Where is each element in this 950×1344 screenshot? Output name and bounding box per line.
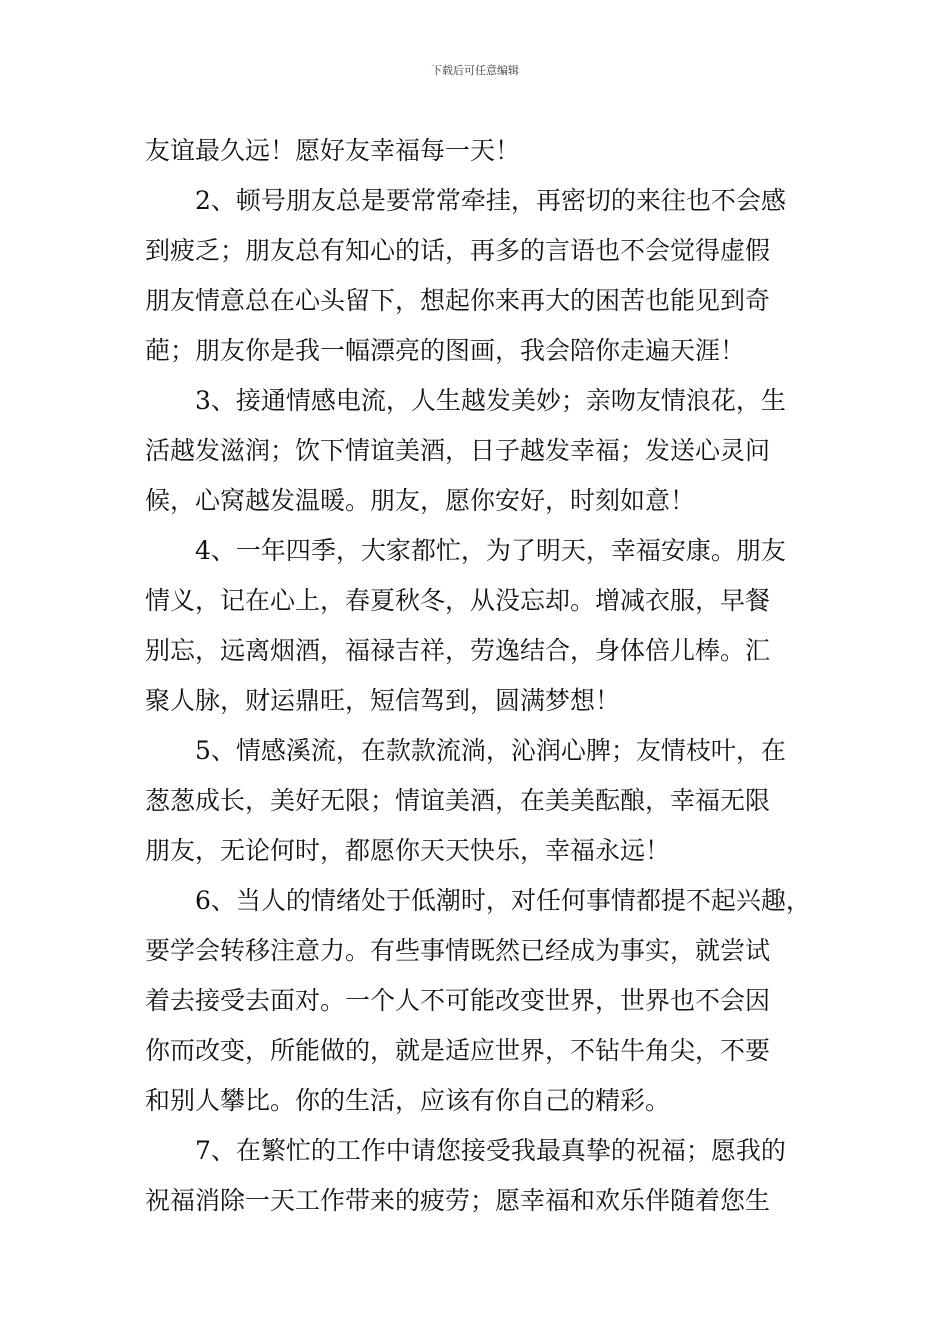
paragraph-start-line: 3、接通情感电流，人生越发美妙；亲吻友情浪花，生 <box>195 386 786 415</box>
text-line: 别忘，远离烟酒，福禄吉祥，劳逸结合，身体倍儿棒。汇 <box>145 636 771 665</box>
text-line: 葱葱成长，美好无限；情谊美酒，在美美酝酿，幸福无限 <box>145 786 771 815</box>
text-line: 友谊最久远！愿好友幸福每一天！ <box>145 136 521 165</box>
text-line: 情义，记在心上，春夏秋冬，从没忘却。增减衣服，早餐 <box>145 586 771 615</box>
paragraph-start-line: 6、当人的情绪处于低潮时，对任何事情都提不起兴趣， <box>195 886 811 915</box>
text-line: 聚人脉，财运鼎旺，短信驾到，圆满梦想！ <box>145 686 621 715</box>
paragraph-start-line: 4、一年四季，大家都忙，为了明天，幸福安康。朋友 <box>195 536 786 565</box>
text-line: 朋友，无论何时，都愿你天天快乐，幸福永远！ <box>145 836 671 865</box>
text-line: 到疲乏；朋友总有知心的话，再多的言语也不会觉得虚假 <box>145 236 771 265</box>
paragraph-start-line: 5、情感溪流，在款款流淌，沁润心脾；友情枝叶，在 <box>195 736 786 765</box>
text-line: 候，心窝越发温暖。朋友，愿你安好，时刻如意！ <box>145 486 696 515</box>
text-line: 活越发滋润；饮下情谊美酒，日子越发幸福；发送心灵问 <box>145 436 771 465</box>
text-line: 着去接受去面对。一个人不可能改变世界，世界也不会因 <box>145 986 771 1015</box>
text-line: 葩；朋友你是我一幅漂亮的图画，我会陪你走遍天涯！ <box>145 336 746 365</box>
text-line: 祝福消除一天工作带来的疲劳；愿幸福和欢乐伴随着您生 <box>145 1186 771 1215</box>
text-line: 你而改变，所能做的，就是适应世界，不钻牛角尖，不要 <box>145 1036 771 1065</box>
document-body <box>145 126 815 1226</box>
paragraph-start-line: 2、顿号朋友总是要常常牵挂，再密切的来往也不会感 <box>195 186 786 215</box>
paragraph-start-line: 7、在繁忙的工作中请您接受我最真挚的祝福；愿我的 <box>195 1136 786 1165</box>
page-header: 下载后可任意编辑 <box>431 64 519 77</box>
text-line: 和别人攀比。你的生活，应该有你自己的精彩。 <box>145 1086 671 1115</box>
text-line: 要学会转移注意力。有些事情既然已经成为事实，就尝试 <box>145 936 771 965</box>
text-line: 朋友情意总在心头留下，想起你来再大的困苦也能见到奇 <box>145 286 771 315</box>
